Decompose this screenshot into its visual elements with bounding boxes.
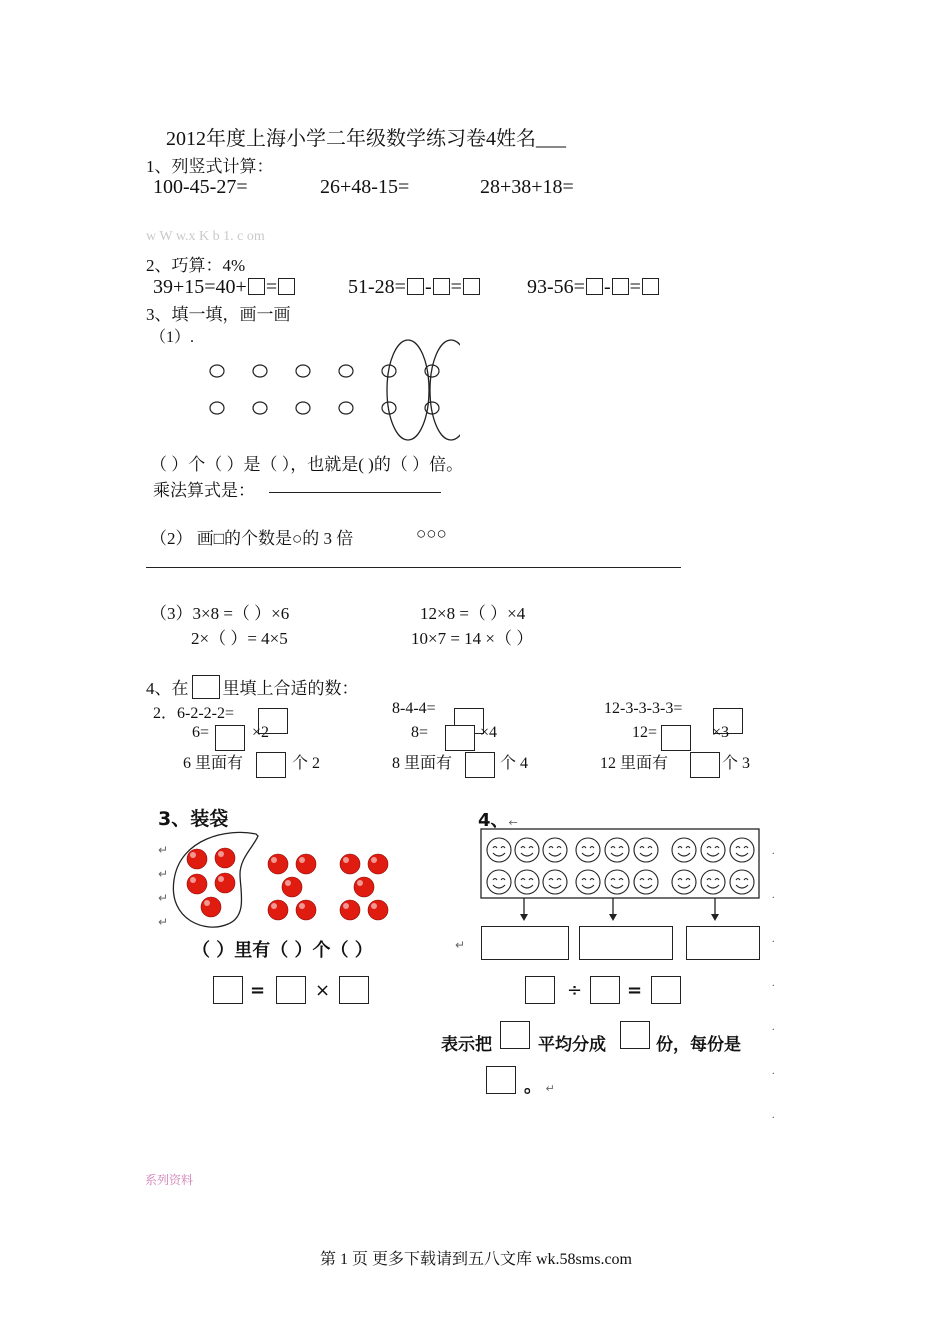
q3-part3-a2: 12×8 =（ ）×4: [420, 604, 526, 623]
apple-icon: [282, 877, 302, 897]
apple-icon: [296, 854, 316, 874]
q4-c2-line3b: 个 4: [500, 755, 529, 772]
q4-c2-line2b: ×4: [480, 724, 498, 741]
watermark: w W w.x K b 1. c om: [146, 229, 265, 244]
img-right-title: 4、←: [478, 810, 518, 831]
arrow-down-icon: [520, 914, 528, 921]
q4-c1-line3b: 个 2: [292, 755, 321, 772]
smiley-face-icon: [672, 838, 696, 862]
img-desc-box3[interactable]: [486, 1066, 516, 1094]
apple-icon: [201, 897, 221, 917]
img-right-div: ÷: [567, 980, 583, 1001]
q4-c3-line2a: 12=: [632, 724, 658, 741]
img-desc-box2[interactable]: [620, 1021, 650, 1049]
q1-expr-2: 26+48-15=: [320, 176, 410, 198]
smiley-face-icon: [730, 870, 754, 894]
q4-c1-box3[interactable]: [256, 752, 286, 778]
apple-icon: [268, 900, 288, 920]
q4-c1-line2a: 6=: [192, 724, 210, 741]
apple-icon: [340, 854, 360, 874]
formula-answer-line[interactable]: [269, 492, 441, 493]
q3-part2-circles: ○○○: [416, 524, 447, 543]
q4-c2-line2a: 8=: [411, 724, 429, 741]
img-desc-box1[interactable]: [500, 1021, 530, 1049]
q1-label: 1、列竖式计算：: [146, 157, 274, 176]
apple-icon: [187, 849, 207, 869]
img-right-box2[interactable]: [590, 976, 620, 1004]
img-right-group-box3[interactable]: [686, 926, 760, 960]
smiley-face-icon: [487, 838, 511, 862]
img-right-group-box1[interactable]: [481, 926, 569, 960]
smiley-face-icon: [730, 838, 754, 862]
img-left-box1[interactable]: [213, 976, 243, 1004]
img-desc-b: 平均分成: [538, 1035, 606, 1055]
img-desc-period: 。 ↵: [524, 1076, 555, 1097]
smiley-face-icon: [576, 838, 600, 862]
img-left-title: 3、装袋: [158, 808, 229, 830]
arrow-down-icon: [711, 914, 719, 921]
q3-part2-label: （2） 画□的个数是○的 3 倍: [150, 529, 354, 548]
img-left-times: ×: [315, 980, 331, 1001]
img-right-group-box2[interactable]: [579, 926, 673, 960]
page-footer: 第 1 页 更多下载请到五八文库 wk.58sms.com: [320, 1251, 633, 1268]
q1-expr-3: 28+38+18=: [480, 176, 574, 198]
q2-label: 2、巧算：4%: [146, 256, 246, 275]
smiley-face-icon: [543, 870, 567, 894]
img-left-box3[interactable]: [339, 976, 369, 1004]
apple-icon: [215, 873, 235, 893]
img-desc-c: 份，每份是: [656, 1035, 741, 1055]
q3-part3-b2: 10×7 = 14 ×（ ）: [411, 629, 534, 648]
smiley-face-icon: [543, 838, 567, 862]
img-right-box1[interactable]: [525, 976, 555, 1004]
arrow-down-icon: [609, 914, 617, 921]
margin-dots: . . . . . . .: [772, 846, 775, 1121]
q4-label: 4、在 里填上合适的数：: [146, 674, 359, 699]
q2-expr-1: 39+15=40+ =: [153, 276, 296, 299]
q3-part1-formula-label: 乘法算式是：: [153, 481, 255, 500]
q4-c3-box2[interactable]: [661, 725, 691, 751]
q4-c3-line3a: 12 里面有: [600, 755, 669, 772]
smiley-face-icon: [576, 870, 600, 894]
page-title: 2012年度上海小学二年级数学练习卷4姓名___: [166, 128, 566, 150]
q3-part1-sentence: （ ）个（ ）是（ ），也就是( )的（ ）倍。: [150, 455, 464, 474]
paragraph-marks: ↵ ↵ ↵ ↵: [158, 843, 169, 929]
q4-c2-box2[interactable]: [445, 725, 475, 751]
q4-c3-box3[interactable]: [690, 752, 720, 778]
apple-icon: [368, 854, 388, 874]
q4-c1-line1: 2．6-2-2-2=: [153, 705, 235, 722]
series-label: 系列资料: [145, 1173, 194, 1187]
q4-c2-line1: 8-4-4=: [392, 700, 436, 717]
apple-icon: [187, 874, 207, 894]
q4-c3-line1: 12-3-3-3-3=: [604, 700, 683, 717]
q2-expr-3: 93-56= - =: [527, 276, 660, 299]
q3-part3-a1: （3）3×8 =（ ）×6: [150, 604, 290, 623]
apple-icon: [215, 848, 235, 868]
smiley-face-icon: [515, 838, 539, 862]
smiley-face-icon: [515, 870, 539, 894]
smiley-face-icon: [634, 838, 658, 862]
apple-icon: [296, 900, 316, 920]
smiley-face-icon: [634, 870, 658, 894]
smiley-diagram: [480, 828, 780, 928]
smiley-face-icon: [701, 838, 725, 862]
smiley-face-icon: [605, 870, 629, 894]
apple-icon: [368, 900, 388, 920]
q3-part3-b1: 2×（ ）= 4×5: [191, 629, 288, 648]
smiley-face-icon: [701, 870, 725, 894]
img-right-eq: =: [627, 980, 643, 1001]
q4-c3-line3b: 个 3: [722, 755, 751, 772]
smiley-face-icon: [487, 870, 511, 894]
q4-c1-line3a: 6 里面有: [183, 755, 244, 772]
apple-icon: [354, 877, 374, 897]
img-left-box2[interactable]: [276, 976, 306, 1004]
q4-c3-line2b: ×3: [712, 724, 730, 741]
q4-c2-box3[interactable]: [465, 752, 495, 778]
apple-icon: [268, 854, 288, 874]
q3-part1-label: （1）.: [150, 329, 195, 346]
return-mark: ↵: [455, 938, 466, 952]
q1-expr-1: 100-45-27=: [153, 176, 248, 198]
smiley-face-icon: [672, 870, 696, 894]
q3-label: 3、填一填，画一画: [146, 305, 291, 324]
smiley-face-icon: [605, 838, 629, 862]
drawing-line[interactable]: [146, 567, 681, 568]
q2-expr-2: 51-28= - =: [348, 276, 481, 299]
apple-icon: [340, 900, 360, 920]
q4-c2-line3a: 8 里面有: [392, 755, 453, 772]
img-left-eq: =: [250, 980, 266, 1001]
img-desc-a: 表示把: [441, 1035, 492, 1055]
apple-groups: [168, 830, 398, 940]
oval-contents: [0, 338, 470, 444]
q4-c1-box2[interactable]: [215, 725, 245, 751]
img-right-box3[interactable]: [651, 976, 681, 1004]
img-left-sentence: （ ）里有（ ）个（ ）: [192, 940, 373, 961]
q4-c1-line2b: ×2: [252, 724, 270, 741]
